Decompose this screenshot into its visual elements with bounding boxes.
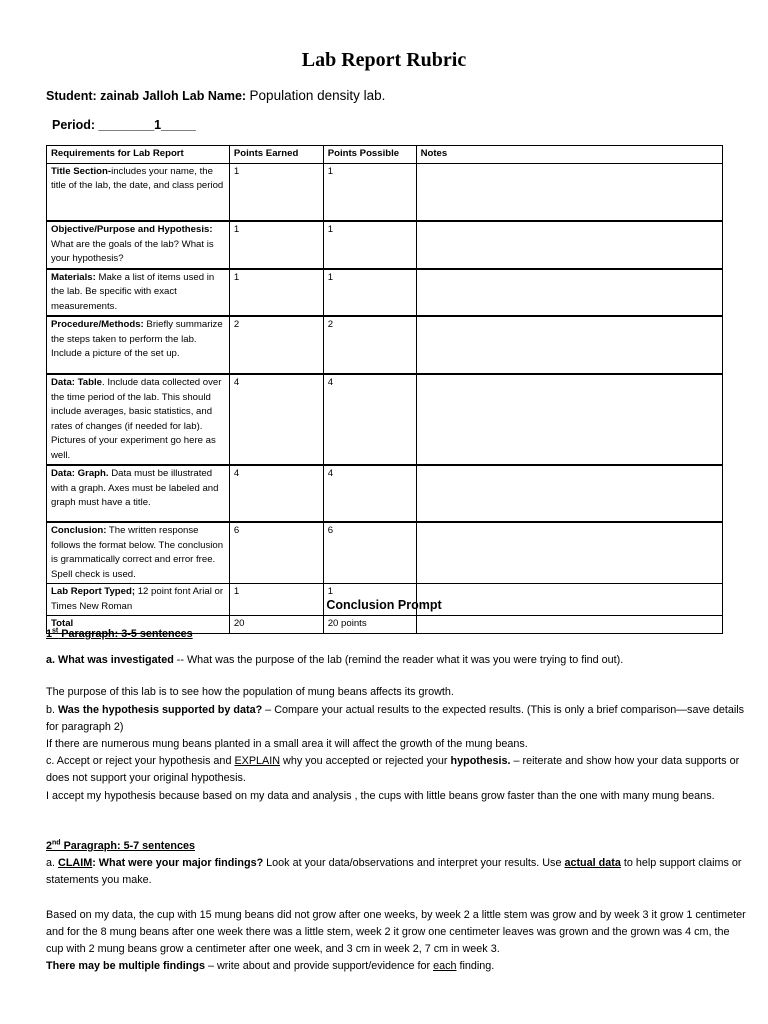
points-possible-cell: 4 [323,374,416,465]
question-c-hypothesis: hypothesis. [450,755,511,768]
requirement-desc: The written response follows the format below. The conclusion is grammatically correct and error free. Spell check is used. [51,525,224,580]
table-row [47,221,723,269]
requirement-cell [47,163,230,221]
multiple-findings-end: finding. [456,960,495,973]
total-label: Total [51,618,74,629]
question-a [46,652,746,669]
lab-name-value: Population density lab. [249,88,386,103]
table-row [47,522,723,584]
claim-question [46,855,746,889]
heading-ordinal: nd [52,839,61,847]
requirement-desc: . Include data collected over the time period of the lab. This should include averages, basic statistics, and rates of changes (if needed for lab). Pictures of your experiment go here as well. [51,377,222,461]
table-row [47,316,723,374]
table-row [47,269,723,317]
claim-text: Look at your data/observations and interpret your results. Use [263,857,565,870]
paragraph-2-section [46,838,746,975]
claim-question-text: : What were your major findings? [92,857,264,870]
question-a-text: -- What was the purpose of the lab (remind the reader what it was you were trying to find out). [173,654,624,667]
notes-cell [416,221,722,269]
header-points-possible: Points Possible [323,146,416,164]
points-possible-cell: 1 [323,163,416,221]
claim-prefix: a. [46,857,59,870]
points-possible-cell: 1 [323,269,416,317]
question-b-label: Was the hypothesis supported by data? [58,703,263,716]
question-b [46,702,746,736]
notes-cell [416,522,722,584]
paragraph-2-heading [46,838,746,855]
requirement-name: Procedure/Methods: [51,319,144,330]
requirement-cell [47,522,230,584]
answer-a: The purpose of this lab is to see how the population of mung beans affects its growth. [46,686,454,699]
requirement-cell [47,465,230,522]
period-value: ________1_____ [98,118,196,132]
points-earned-cell: 1 [229,221,323,269]
requirement-desc: 12 point font Arial or Times New Roman [51,586,224,612]
total-possible-cell: 20 points [323,616,416,634]
question-c-text: why you accepted or rejected your [280,755,451,768]
points-earned-cell: 1 [229,163,323,221]
header-notes: Notes [416,146,722,164]
header-requirements: Requirements for Lab Report [47,146,230,164]
points-earned-cell: 1 [229,584,323,616]
requirement-desc: Data must be illustrated with a graph. Axes must be labeled and graph must have a title. [51,468,219,508]
heading-number: 2 [46,840,53,852]
notes-cell [416,163,722,221]
points-earned-cell: 4 [229,465,323,522]
multiple-findings [46,958,746,975]
rubric-header-row [47,146,723,164]
table-row [47,465,723,522]
question-b-prefix: b. [46,703,59,716]
student-line [46,88,385,103]
lab-name-label: Lab Name: [182,89,247,103]
answer-c: I accept my hypothesis because based on my data and analysis , the cups with little beans grow faster than the one with many mung beans. [46,789,715,802]
question-c-text: – reiterate and show how your data supports or does not support your original hypothesis. [46,755,740,785]
points-earned-cell: 2 [229,316,323,374]
requirement-cell [47,374,230,465]
heading-text: Paragraph: 5-7 sentences [60,840,195,852]
multiple-findings-label: There may be multiple findings [46,960,205,973]
requirement-name: Objective/Purpose and Hypothesis: [51,224,213,235]
multiple-findings-each: each [433,960,457,973]
paragraph-1-section [46,626,746,805]
points-earned-cell: 6 [229,522,323,584]
claim-label: CLAIM [58,857,93,870]
notes-cell [416,465,722,522]
paragraph-1-heading [46,626,746,643]
rubric-table [46,145,723,634]
conclusion-prompt-title: Conclusion Prompt [326,598,442,612]
heading-number: 1 [46,628,53,640]
notes-cell [416,316,722,374]
heading-ordinal: st [52,627,59,635]
requirement-name: Lab Report Typed; [51,586,136,597]
period-line [52,118,196,132]
points-possible-cell: 6 [323,522,416,584]
notes-cell [416,269,722,317]
claim-answer: Based on my data, the cup with 15 mung beans did not grow after one weeks, by week 2 a little stem was grow and by week 3 it grow 1 centimeter and for the 8 mung beans after one week there was a little stem, week 2 it grow one centimeter leaves was grown and the grown was 4 cm, the cup with 2 mung beans grow a centimeter after one week, and 3 cm in week 2, 7 cm in week 3. [46,908,746,956]
period-label: Period: [52,118,96,132]
claim-text: to help support claims or statements you make. [46,857,742,887]
points-earned-cell: 1 [229,269,323,317]
points-possible-cell: 1 [323,584,416,616]
table-row [47,374,723,465]
requirement-name: Data: Graph. [51,468,109,479]
requirement-desc: Briefly summarize the steps taken to perform the lab. Include a picture of the set up. [51,319,223,359]
question-c-explain: EXPLAIN [234,755,281,768]
points-possible-cell: 1 [323,221,416,269]
header-points-earned: Points Earned [229,146,323,164]
heading-text: Paragraph: 3-5 sentences [58,628,193,640]
multiple-findings-text: – write about and provide support/evidence for [204,960,434,973]
question-c-text: c. Accept or reject your hypothesis and [46,755,235,768]
requirement-cell [47,221,230,269]
requirement-name: Data: Table [51,377,102,388]
requirement-cell [47,269,230,317]
total-earned-cell: 20 [229,616,323,634]
page-title: Lab Report Rubric [301,49,467,71]
requirement-desc: includes your name, the title of the lab, the date, and class period [51,165,224,191]
claim-actual-data: actual data [564,857,621,870]
notes-cell [416,374,722,465]
question-b-text: – Compare your actual results to the expected results. (This is only a brief comparison—save details for paragraph 2) [46,703,745,733]
question-a-label: a. What was investigated [46,654,174,667]
answer-b: If there are numerous mung beans planted in a small area it will affect the growth of the mung beans. [46,738,528,751]
points-possible-cell: 2 [323,316,416,374]
requirement-desc: Make a list of items used in the lab. Be specific with exact measurements. [51,271,215,312]
points-earned-cell: 4 [229,374,323,465]
requirement-name: Title Section- [51,165,112,177]
student-label: Student: [46,89,97,103]
points-possible-cell: 4 [323,465,416,522]
requirement-name: Conclusion: [51,525,107,536]
requirement-name: Materials: [51,271,96,283]
student-name: zainab Jalloh [100,89,179,103]
question-c [46,753,746,787]
requirement-cell [47,316,230,374]
requirement-desc: What are the goals of the lab? What is your hypothesis? [51,238,214,264]
table-row [47,163,723,221]
